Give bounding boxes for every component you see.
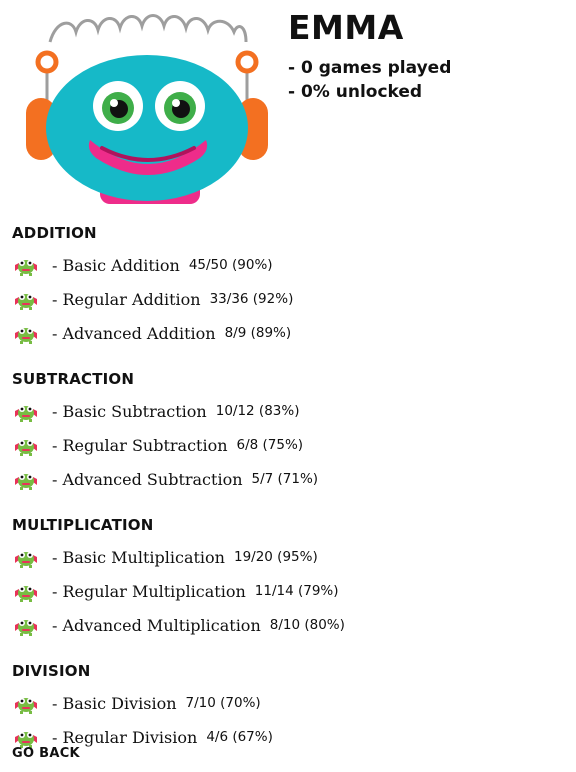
monster-badge-icon [12,579,40,603]
game-name: - Basic Addition [52,255,180,275]
game-name: - Regular Addition [52,289,201,309]
section-multiplication [12,514,572,642]
game-name: - Advanced Addition [52,323,216,343]
games-played-stat: - 0 games played [288,58,452,78]
game-row[interactable] [12,462,572,496]
game-name: - Basic Multiplication [52,547,225,567]
game-score: 6/8 (75%) [236,437,304,453]
monster-badge-icon [12,691,40,715]
game-score: 8/9 (89%) [224,325,292,341]
monster-badge-icon [12,613,40,637]
game-score: 10/12 (83%) [215,403,300,419]
section-subtraction [12,368,572,496]
game-name: - Regular Division [52,727,198,747]
game-score: 33/36 (92%) [209,291,294,307]
game-name: - Basic Division [52,693,177,713]
game-name: - Advanced Multiplication [52,615,261,635]
game-row[interactable] [12,394,572,428]
player-stats [288,56,451,104]
game-score: 8/10 (80%) [269,617,345,633]
section-division [12,660,572,754]
section-title: MULTIPLICATION [12,516,154,534]
section-title: SUBTRACTION [12,370,135,388]
game-name: - Regular Multiplication [52,581,246,601]
game-row[interactable] [12,316,572,350]
unlocked-stat: - 0% unlocked [288,82,423,102]
monster-badge-icon [12,467,40,491]
go-back-button[interactable]: GO BACK [12,746,80,761]
section-title: ADDITION [12,224,97,242]
monster-badge-icon [12,321,40,345]
monster-badge-icon [12,545,40,569]
game-row[interactable] [12,282,572,316]
game-score: 19/20 (95%) [233,549,318,565]
monster-badge-icon [12,433,40,457]
game-score: 7/10 (70%) [185,695,261,711]
game-score: 45/50 (90%) [188,257,273,273]
monster-badge-icon [12,287,40,311]
game-name: - Regular Subtraction [52,435,228,455]
game-name: - Basic Subtraction [52,401,207,421]
game-row[interactable] [12,248,572,282]
game-row[interactable] [12,540,572,574]
game-name: - Advanced Subtraction [52,469,243,489]
game-score: 4/6 (67%) [206,729,273,745]
section-title: DIVISION [12,662,91,680]
robot-face-icon [20,10,274,206]
game-score: 11/14 (79%) [254,583,339,599]
game-sections [12,222,572,772]
game-row[interactable] [12,686,572,720]
section-addition [12,222,572,350]
monster-badge-icon [12,253,40,277]
game-row[interactable] [12,608,572,642]
monster-badge-icon [12,399,40,423]
player-name: EMMA [288,8,404,47]
game-score: 5/7 (71%) [251,471,319,487]
game-row[interactable] [12,428,572,462]
game-row[interactable] [12,574,572,608]
game-row[interactable] [12,720,572,754]
robot-avatar [20,10,274,206]
